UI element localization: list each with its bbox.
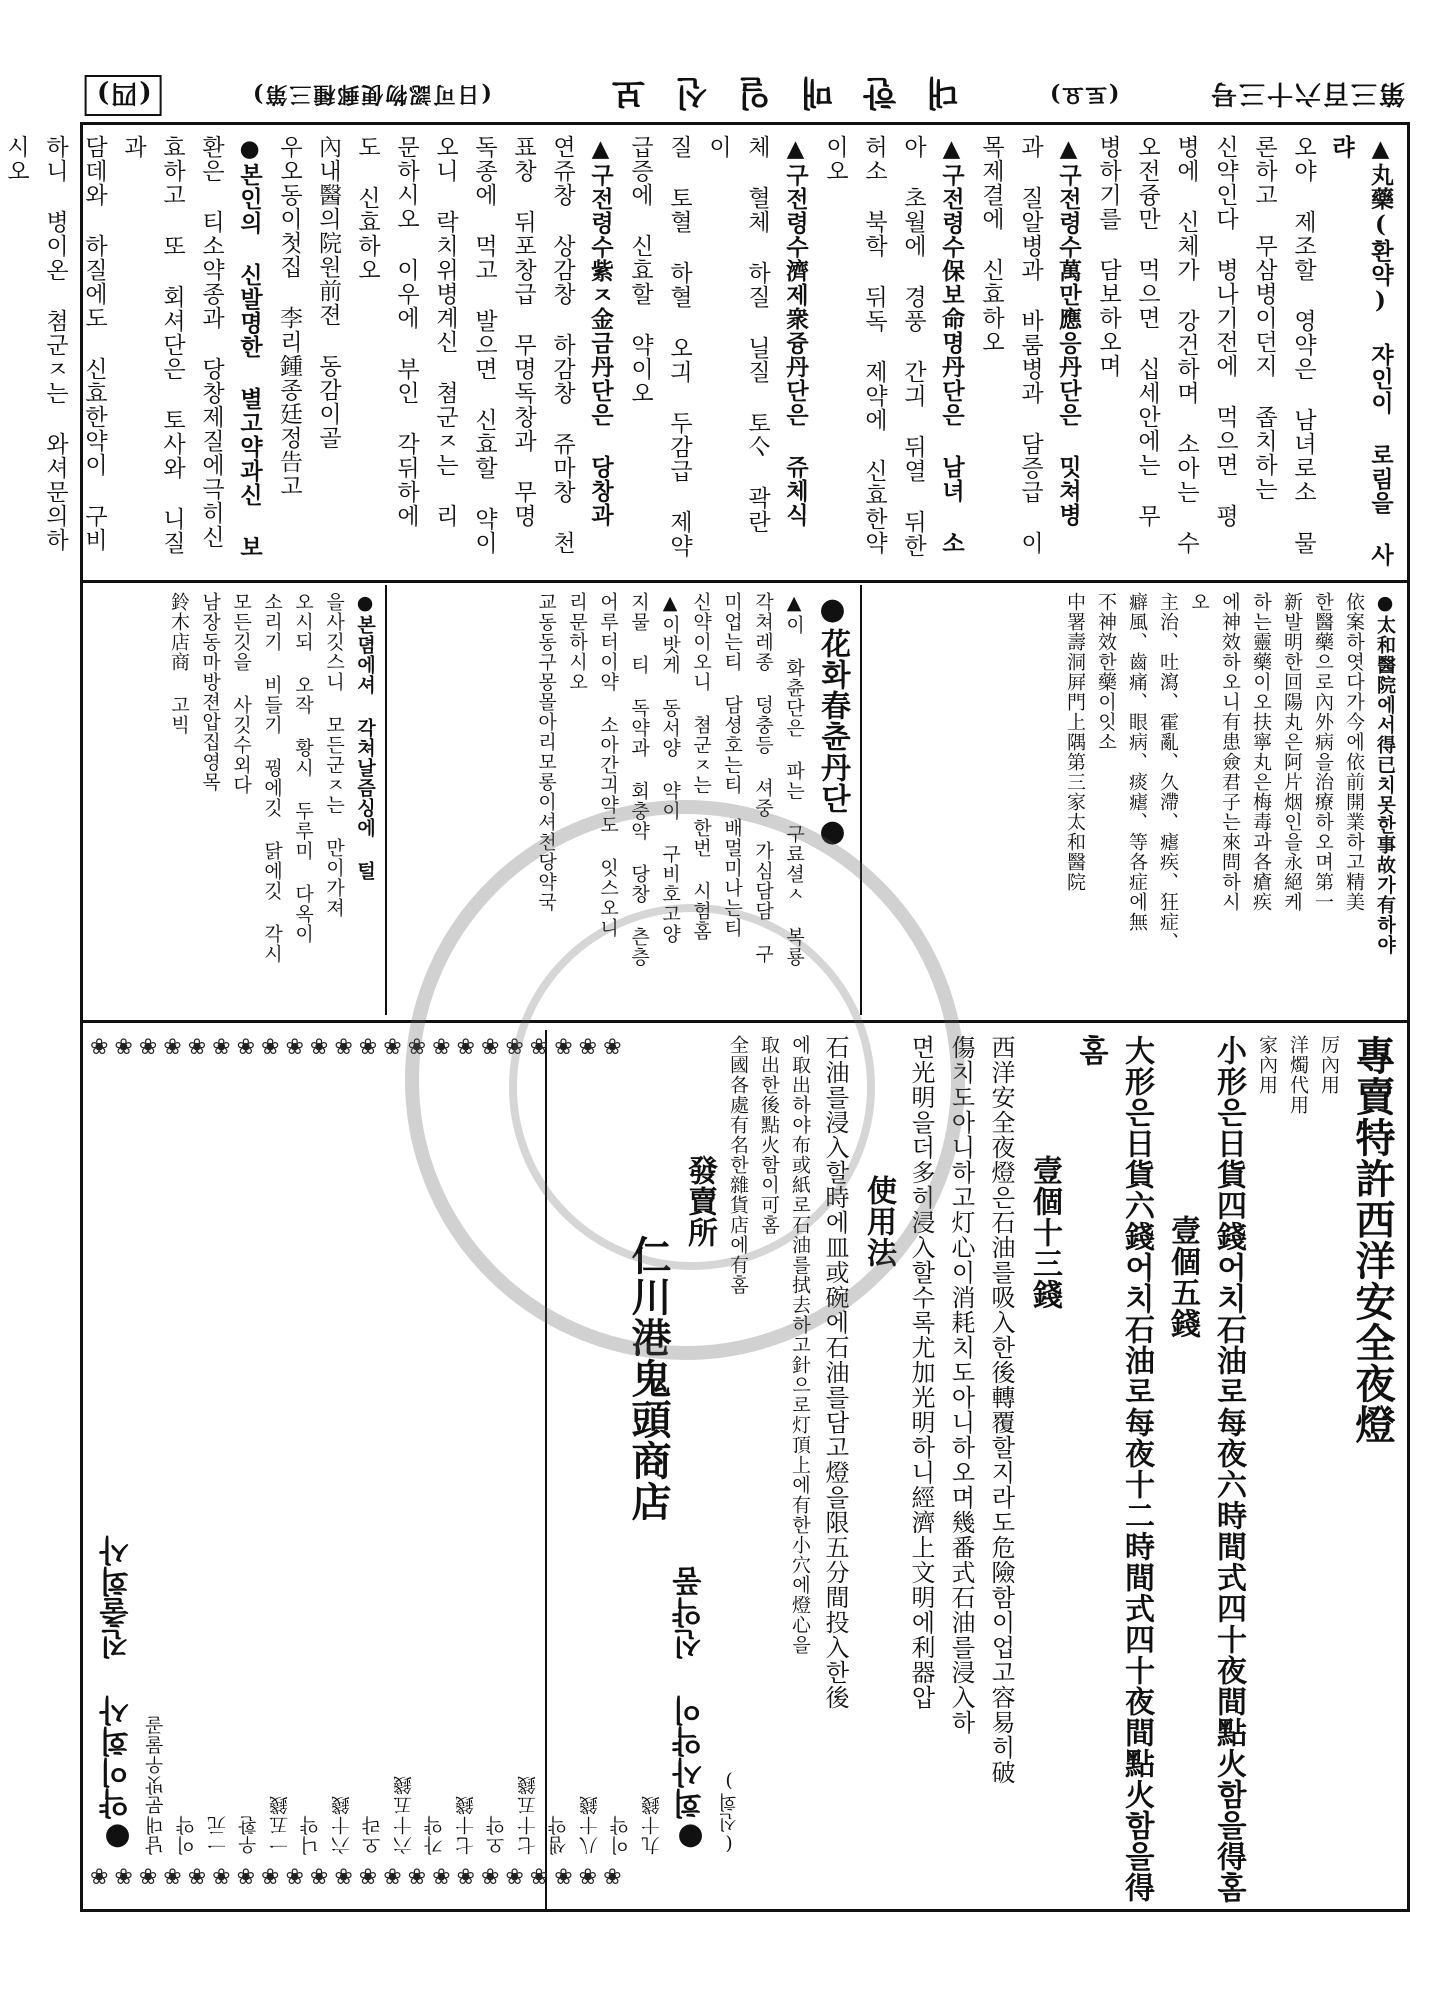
price-item: 오약 bbox=[486, 1815, 508, 1855]
article-line: 문하시오 이우에 부인 각뒤하에 bbox=[393, 135, 419, 528]
ad-line: 소리기 비들기 꿩에깃 닭에깃 각시 bbox=[261, 592, 283, 964]
price-item: 우환 bbox=[238, 1815, 260, 1855]
decorative-border-bottom: ❀❀❀❀❀❀❀❀❀❀❀❀❀❀❀❀❀❀❀❀❀❀ bbox=[90, 1865, 628, 1890]
page-number: (四) bbox=[85, 75, 162, 116]
hwachun-ad bbox=[395, 592, 855, 1012]
usage-line: 全國各處有名한雜貨店에有홈 bbox=[727, 1035, 749, 1295]
ad-line: 鈴木店商 고빅 bbox=[168, 592, 190, 735]
price-value: 一元 bbox=[207, 1815, 229, 1855]
price-item: 오랴 bbox=[362, 1815, 384, 1855]
article-line: ●본인의 신발명한 별고약과신 보 bbox=[236, 135, 263, 559]
ad-line: 오시되 오작 황시 두루미 다옥이 bbox=[292, 592, 314, 944]
small-lamp-spec: 小形은日貨四錢어치石油로每夜六時間式四十夜間點火함을得홈 bbox=[1211, 1035, 1246, 1903]
article-line: 허소 북학 뒤독 제약에 신효한약 bbox=[861, 135, 887, 555]
article-line: 內내醫의院원前젼 동감이골 bbox=[315, 135, 341, 450]
ad-line: ▲이 화츈단은 파는 구료셜ㅅ 복룡 bbox=[783, 592, 805, 967]
ad-line: 리문하시오 bbox=[566, 592, 588, 692]
price-item: 가약 bbox=[424, 1815, 446, 1855]
article-line: 론하고 무삼병이던지 좁치하는 bbox=[1251, 135, 1277, 501]
price-value: 六十五錢 bbox=[393, 1775, 415, 1855]
article-line: 아 초월에 경풍 간긔 뒤열 뒤한 bbox=[900, 135, 926, 558]
pharmacy-footer-note: (신회) bbox=[718, 1769, 740, 1855]
ad-line: ▲이밧게 동서양 약이 구비호고양 bbox=[659, 592, 681, 944]
article-line: 오니 락치위병계신 쳠군ㅈ는 리 bbox=[432, 135, 458, 528]
ad-line: 모든깃을 사깃수외다 bbox=[230, 592, 252, 795]
hwachun-title: ●花화春츈丹단● bbox=[815, 592, 850, 850]
big-lamp-spec: 大形은日貨六錢어치石油로每夜十二時間式四十夜間點火함을得홈 bbox=[1073, 1035, 1154, 1903]
small-lamp-price: 壹個五錢 bbox=[1165, 1215, 1200, 1339]
pharmacy-footer: ●회사약이 신약품 bbox=[673, 1566, 708, 1855]
price-value: 七十錢 bbox=[455, 1795, 477, 1855]
column-divider-1 bbox=[385, 585, 387, 1015]
lamp-ad-title: 專賣特許西洋安全夜燈 bbox=[1349, 1035, 1396, 1445]
price-value: 八十錢 bbox=[579, 1795, 601, 1855]
price-item: 샘약 bbox=[548, 1815, 570, 1855]
section-divider-top bbox=[80, 580, 1410, 583]
article-line: ▲丸藥(환약) 쟈인이 로림을 사랴 bbox=[1328, 135, 1394, 567]
ad-line: 主治、吐瀉、霍亂、久滯、瘧疾、狂症、 bbox=[1157, 592, 1179, 952]
article-line: 연쥬창 상감창 하감창 쥬마창 천 bbox=[549, 135, 575, 555]
article-line: 체 혈체 하질 닐질 토亽 곽란 이 bbox=[705, 135, 770, 534]
article-line: 이오 bbox=[822, 135, 848, 183]
article-line: 목제결에 신효하오 bbox=[978, 135, 1004, 354]
newspaper-title: 대한매일신보 bbox=[581, 71, 959, 112]
usage-line: 石油를浸入할時에皿或碗에石油를담고燈을限五分間投入한後 bbox=[821, 1035, 849, 1710]
article-line: 표창 뒤포창급 무명독창과 무명 bbox=[510, 135, 536, 528]
article-line: ▲구전령수保보命명丹단은 남녀 소 bbox=[938, 135, 965, 555]
ad-line: ●본뎜에셔 각쳐날즘싱에 털 bbox=[354, 592, 376, 881]
lamp-use: 家內用 bbox=[1256, 1035, 1278, 1095]
article-line: 독종에 먹고 발으면 신효할 약이 bbox=[471, 135, 497, 555]
article-line: 과 질알병과 바룸병과 담증급 이 bbox=[1017, 135, 1043, 555]
price-value: 九十錢 bbox=[641, 1795, 663, 1855]
article-line: 효하고 또 회셔단은 토사와 니질과 bbox=[120, 135, 185, 555]
price-value: 七十五錢 bbox=[517, 1775, 539, 1855]
ad-line: 신약이오니 쳠군ㅈ는 한번 시험홈 bbox=[690, 592, 712, 941]
ad-line: 依案하엿다가今에依前開業하고精美 bbox=[1343, 592, 1365, 912]
taehwa-clinic-ad bbox=[870, 592, 1400, 1012]
ad-line: 新발明한回陽丸은阿片烟인을永絕케 bbox=[1281, 592, 1303, 912]
article-line: 환은 티소약종과 당창제질에극히신 bbox=[198, 135, 224, 549]
article-line: 질 토혈 하혈 오긔 두감급 제약 bbox=[666, 135, 692, 558]
price-value: 一五錢 bbox=[269, 1795, 291, 1855]
article-line: ▲구전령수紫ㅈ金금丹단은 당창과 bbox=[587, 135, 614, 527]
ad-line: 각쳐레종 덩충등 셔중 가심담담 구 bbox=[752, 592, 774, 964]
article-line: 오전즁만 먹으면 십세안에는 무 bbox=[1134, 135, 1160, 528]
ad-line: ●太和醫院에서得已치못한事故가有하야 bbox=[1374, 592, 1396, 955]
article-line: 병하기를 담보하오며 bbox=[1095, 135, 1121, 378]
lamp-use: 洋燭代用 bbox=[1287, 1035, 1309, 1115]
feather-shop-ad bbox=[110, 592, 380, 1012]
article-line: ▲구전령수濟제衆즁丹단은 쥬체식 bbox=[782, 135, 809, 527]
article-line: 담데와 하질에도 신효한약이 구비 bbox=[81, 135, 107, 552]
article-line: 하니 병이온 쳠군ㅈ는 와셔문의하 bbox=[42, 135, 68, 552]
section-divider-middle bbox=[80, 1020, 1410, 1023]
lamp-use: 厉內用 bbox=[1318, 1035, 1340, 1095]
ad-line: 어루터이약 소아간긔약도 잇스오니 bbox=[597, 592, 619, 938]
lamp-desc: 西洋安全夜燈은石油를吸入한後轉覆할지라도危險함이업고容易히破 bbox=[987, 1035, 1015, 1785]
issue-day: (토요) bbox=[1048, 80, 1120, 107]
price-value: 六十錢 bbox=[331, 1795, 353, 1855]
ad-line: 오 bbox=[1188, 592, 1210, 612]
ad-line: 中署壽洞屛門上隅第三家太和醫院 bbox=[1064, 592, 1086, 892]
top-article bbox=[3, 135, 1400, 575]
price-item: 니약 bbox=[300, 1815, 322, 1855]
article-line: 병에 신체가 강건하며 소아는 수 bbox=[1173, 135, 1199, 555]
lamp-desc: 傷치도아니하고灯心이消耗치도아니하오며幾番式石油를浸入하 bbox=[947, 1035, 975, 1735]
pharmacy-name: ●약이회사 진출회사 bbox=[100, 1535, 135, 1855]
article-line: ▲구전령수萬만應응丹단은 밋쳐병 bbox=[1055, 135, 1082, 527]
ad-line: 남장동마방젼압집영목 bbox=[199, 592, 221, 792]
article-line: 급증에 신효할 약이오 bbox=[627, 135, 653, 405]
pharmacy-location: 남대문밧우물골 bbox=[145, 1715, 167, 1855]
article-line: 도 신효하오 bbox=[354, 135, 380, 282]
ad-line: 한醫藥으로內外病을治療하오며第一 bbox=[1312, 592, 1334, 912]
masthead bbox=[85, 70, 1405, 120]
ad-line: 하는靈藥이오扶寧丸은梅毒과各瘡疾 bbox=[1250, 592, 1272, 912]
ad-line: 에神效하오니有患僉君子는來問하시 bbox=[1219, 592, 1241, 912]
ad-line: 癖風、齒痛、眼病、痰瘧、等各症에無 bbox=[1126, 592, 1148, 932]
column-divider-2 bbox=[860, 585, 862, 1015]
usage-line: 取出한後點火함이可홈 bbox=[758, 1035, 780, 1235]
article-line: 시오 bbox=[3, 135, 29, 183]
ad-line: 지물 티 독약과 회충약 당창 츤층 bbox=[628, 592, 650, 967]
decorative-border-top: ❀❀❀❀❀❀❀❀❀❀❀❀❀❀❀❀❀❀❀❀❀❀ bbox=[90, 1035, 628, 1060]
issue-number: 第三百六十三号 bbox=[1208, 77, 1405, 108]
ad-line: 을사깃스니 모든군ㅈ는 만이가져 bbox=[323, 592, 345, 918]
usage-title: 使用法 bbox=[861, 1175, 896, 1268]
price-item: 이약 bbox=[176, 1815, 198, 1855]
article-line: 신약인다 병나기전에 먹으면 평 bbox=[1212, 135, 1238, 528]
ad-line: 미업는티 담셩호는티 배멀미나는티 bbox=[721, 592, 743, 938]
postal-permit: (日可認物便郵種三第) bbox=[251, 80, 492, 107]
ad-line: 不神效한藥이잇소 bbox=[1095, 592, 1117, 752]
price-item: 이약 bbox=[610, 1815, 632, 1855]
ad-line: 교동동구몽몰아리모롱이셔천당약국 bbox=[535, 592, 557, 912]
usage-line: 에取出하야布或紙로石油를拭去하고針으로灯頂上에有한小穴에燈心을 bbox=[789, 1035, 811, 1655]
seller-name: 仁川港鬼頭商店 bbox=[625, 1235, 672, 1522]
seller-label: 發賣所 bbox=[682, 1155, 717, 1248]
article-line: 오야 제조할 영약은 남녀로소 물 bbox=[1290, 135, 1316, 555]
lamp-desc: 면光明을더多히浸入할수록尤加光明하니經濟上文明에利器압 bbox=[907, 1035, 935, 1710]
big-lamp-price: 壹個十三錢 bbox=[1027, 1155, 1062, 1310]
article-line: 우오동이첫집 李리鍾종廷정告고 bbox=[276, 135, 302, 498]
